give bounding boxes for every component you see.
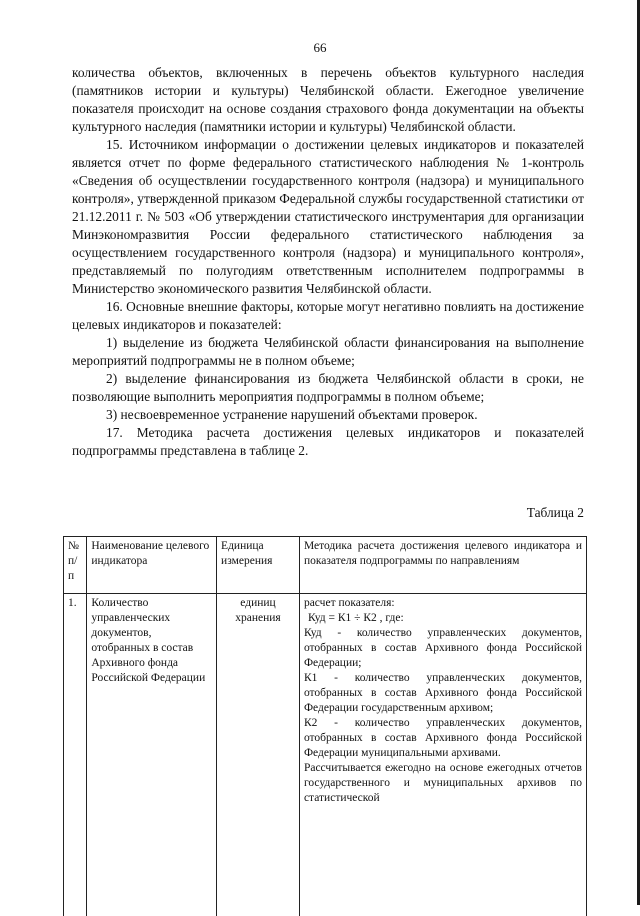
table-caption: Таблица 2 [527,505,584,521]
header-number: № п/п [64,537,87,594]
row-indicator-name: Количество управленческих документов, отобранных в состав Архивного фонда Российской Федерации [87,594,217,916]
method-formula: Куд = К1 ÷ К2 , где: [304,611,582,626]
indicator-table [63,536,587,916]
table-header-row [64,537,587,594]
method-line: К1 - количество управленческих документов, отобранных в состав Архивного фонда Российской Федерации государственным архивом; [304,671,582,716]
row-unit: единиц хранения [217,594,300,916]
method-line: Куд - количество управленческих документов, отобранных в состав Архивного фонда Российской Федерации; [304,626,582,671]
body-text [72,64,584,460]
paragraph-15: 15. Источником информации о достижении целевых индикаторов и показателей является отчет по форме федерального статистического наблюдения № 1-контроль «Сведения об осуществлении государственного контроля (надзора) и муниципального контроля», утвержденной приказом Федеральной службы государственной статистики от 21.12.2011 г. № 503 «Об утверждении статистического инструментария для организации Минэкономразвития России федерального статистического наблюдения за осуществлением государственного контроля (надзора) и муниципального контроля», представляемый по полугодиям ответственным исполнителем подпрограммы в Министерство экономического развития Челябинской области. [72,136,584,298]
row-method [299,594,586,916]
method-line: Рассчитывается ежегодно на основе ежегодных отчетов государственного и муниципальных архивов по статистической [304,761,582,806]
paragraph-17: 17. Методика расчета достижения целевых индикаторов и показателей подпрограммы представлена в таблице 2. [72,424,584,460]
method-line: расчет показателя: [304,596,582,611]
factor-1: 1) выделение из бюджета Челябинской области финансирования на выполнение мероприятий подпрограммы не в полном объеме; [72,334,584,370]
paragraph-16: 16. Основные внешние факторы, которые могут негативно повлиять на достижение целевых индикаторов и показателей: [72,298,584,334]
table-row [64,594,587,916]
page-number: 66 [0,40,640,56]
paragraph-continuation: количества объектов, включенных в перечень объектов культурного наследия (памятников истории и культуры) Челябинской области. Ежегодное увеличение показателя происходит на основе создания страхового фонда документации на объекты культурного наследия (памятники истории и культуры) Челябинской области. [72,64,584,136]
factor-3: 3) несвоевременное устранение нарушений объектами проверок. [72,406,584,424]
factor-2: 2) выделение финансирования из бюджета Челябинской области в сроки, не позволяющие выполнить мероприятия подпрограммы в полном объеме; [72,370,584,406]
header-unit: Единица измерения [217,537,300,594]
row-number: 1. [64,594,87,916]
header-method: Методика расчета достижения целевого индикатора и показателя подпрограммы по направлениям [299,537,586,594]
method-line: К2 - количество управленческих документов, отобранных в состав Архивного фонда Российской Федерации муниципальными архивами. [304,716,582,761]
header-indicator-name: Наименование целевого индикатора [87,537,217,594]
